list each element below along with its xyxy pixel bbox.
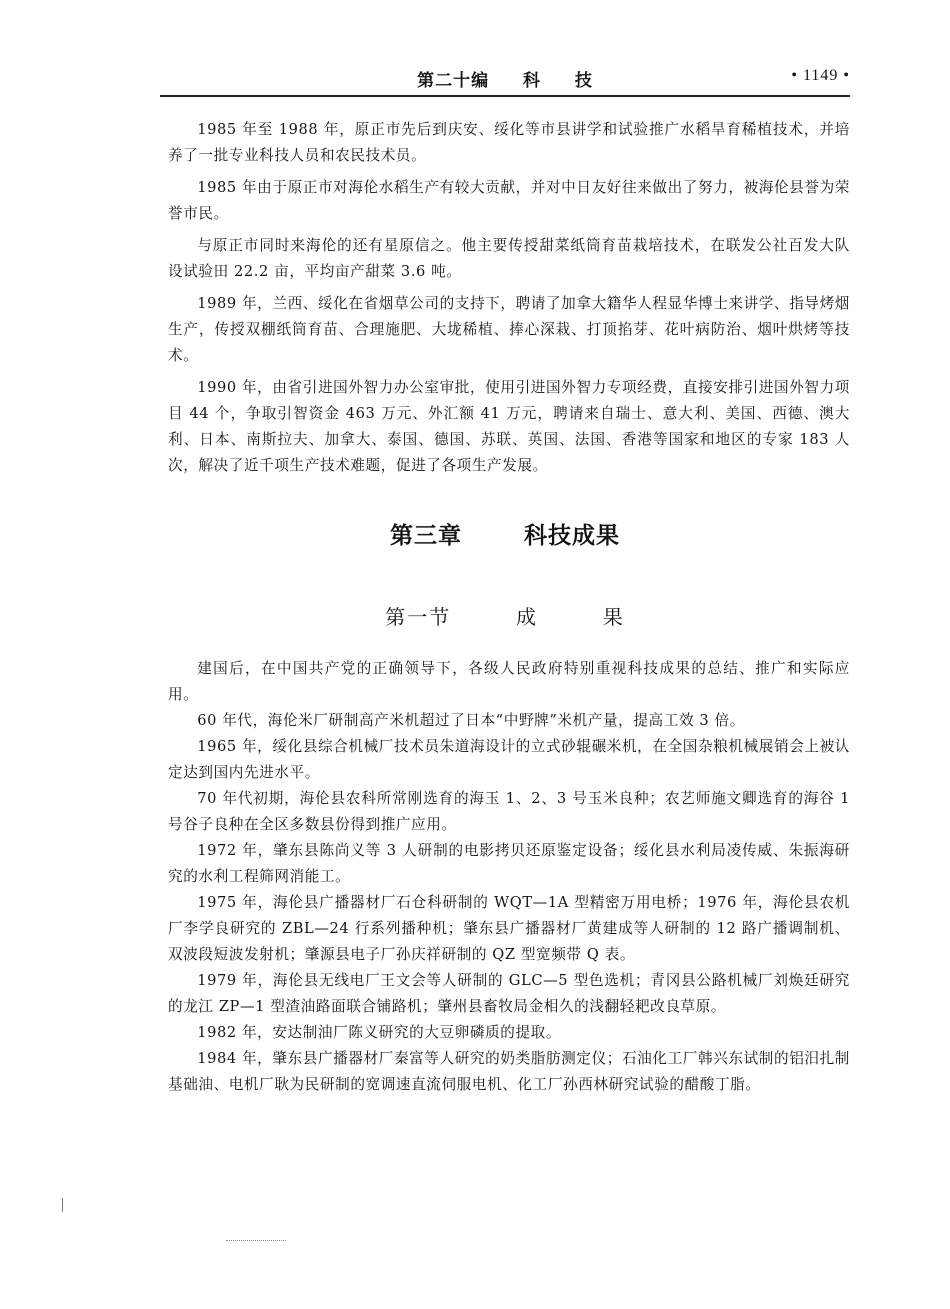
paragraph: 60 年代，海伦米厂研制高产米机超过了日本“中野牌”米机产量，提高工效 3 倍。 bbox=[197, 712, 745, 729]
paragraph: 1989 年，兰西、绥化在省烟草公司的支持下，聘请了加拿大籍华人程显华博士来讲学、指导烤烟生产，传授双棚纸筒育苗、合理施肥、大垅稀植、捧心深栽、打顶掐芽、花叶病防治、烟叶烘烤等技术。 bbox=[168, 295, 850, 364]
paragraph: 1972 年，肇东县陈尚义等 3 人研制的电影拷贝还原鉴定设备；绥化县水利局凌传威、朱振海研究的水利工程筛网消能工。 bbox=[168, 842, 850, 885]
paragraph: 1990 年，由省引进国外智力办公室审批，使用引进国外智力专项经费，直接安排引进国外智力项目 44 个，争取引智资金 463 万元、外汇额 41 万元，聘请来自瑞士、意大利、美国、西德、澳大利、日本、南斯拉夫、加拿大、泰国、德国、苏联、英国、法国、香港等国家和地区的专家 183 人次，解决了近千项生产技术难题，促进了各项生产发展。 bbox=[168, 379, 850, 474]
section-title: 第一节 成 果 bbox=[385, 605, 625, 629]
paragraph: 1985 年由于原正市对海伦水稻生产有较大贡献，并对中日友好往来做出了努力，被海伦县誉为荣誉市民。 bbox=[168, 179, 850, 222]
intro-text-block bbox=[168, 117, 850, 479]
paragraph: 建国后，在中国共产党的正确领导下，各级人民政府特别重视科技成果的总结、推广和实际应用。 bbox=[168, 660, 850, 703]
paragraph: 1982 年，安达制油厂陈义研究的大豆卵磷质的提取。 bbox=[197, 1024, 562, 1041]
paragraph: 1965 年，绥化县综合机械厂技术员朱道海设计的立式砂辊碾米机，在全国杂粮机械展销会上被认定达到国内先进水平。 bbox=[168, 738, 850, 781]
chapter-title: 第三章 科技成果 bbox=[389, 523, 620, 549]
header-rule bbox=[160, 95, 850, 97]
paragraph: 1975 年，海伦县广播器材厂石仓科研制的 WQT—1A 型精密万用电桥；1976 年，海伦县农机厂李学良研究的 ZBL—24 行系列播种机；肇东县广播器材厂黄建成等人研制的 12 路广播调制机、双波段短波发射机；肇源县电子厂孙庆祥研制的 QZ 型宽频带 Q 表。 bbox=[168, 894, 850, 963]
paragraph: 1979 年，海伦县无线电厂王文会等人研制的 GLC—5 型色选机；青冈县公路机械厂刘焕廷研究的龙江 ZP—1 型渣油路面联合铺路机；肇州县畜牧局金相久的浅翻轻耙改良草原。 bbox=[168, 972, 850, 1015]
margin-mark bbox=[62, 1198, 69, 1212]
paragraph: 70 年代初期，海伦县农科所常刚选育的海玉 1、2、3 号玉米良种；农艺师施文卿选育的海谷 1 号谷子良种在全区多数县份得到推广应用。 bbox=[168, 790, 850, 833]
achievements-text-block bbox=[168, 656, 850, 1098]
running-title: 第二十编 科 技 bbox=[417, 71, 593, 91]
paragraph: 与原正市同时来海伦的还有星原信之。他主要传授甜菜纸筒育苗栽培技术，在联发公社百发大队设试验田 22.2 亩，平均亩产甜菜 3.6 吨。 bbox=[168, 237, 850, 280]
running-header bbox=[160, 66, 850, 92]
paragraph: 1984 年，肇东县广播器材厂秦富等人研究的奶类脂肪测定仪；石油化工厂韩兴东试制的铝汨扎制基础油、电机厂耿为民研制的宽调速直流伺服电机、化工厂孙西林研究试验的醋酸丁脂。 bbox=[168, 1050, 850, 1093]
scan-artifact bbox=[226, 1240, 286, 1241]
page-number: • 1149 • bbox=[791, 67, 850, 84]
paragraph: 1985 年至 1988 年，原正市先后到庆安、绥化等市县讲学和试验推广水稻旱育稀植技术，并培养了一批专业科技人员和农民技术员。 bbox=[168, 121, 850, 164]
